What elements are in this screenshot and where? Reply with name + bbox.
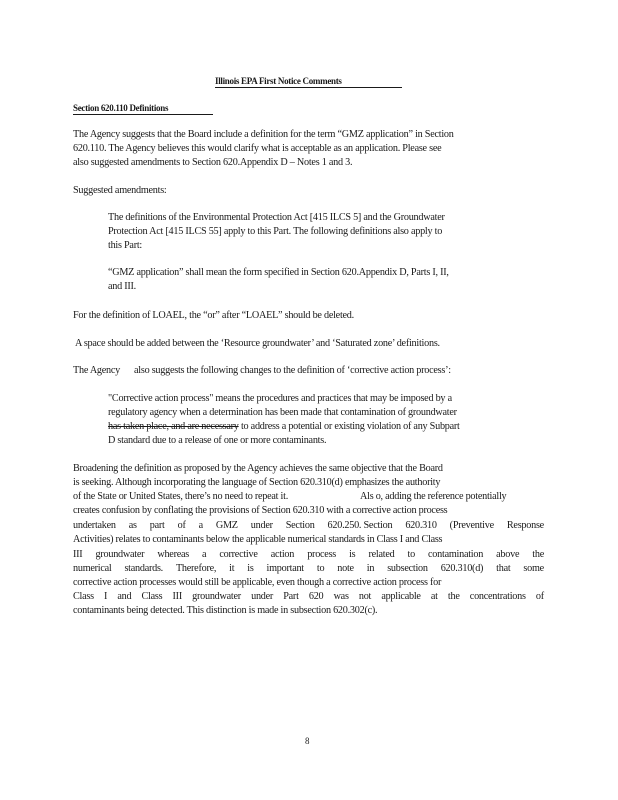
suggested-amendments-label: Suggested amendments: — [73, 185, 167, 196]
quote-line-with-strikethrough — [108, 421, 460, 433]
paragraph-line: 620.110. The Agency believes this would clarify what is acceptable as an application. Please see — [73, 143, 442, 154]
paragraph-line: is seeking. Although incorporating the language of Section 620.310(d) emphasizes the authority — [73, 477, 441, 488]
page-title: Illinois EPA First Notice Comments — [215, 76, 342, 86]
justified-line: undertaken as part of a GMZ under Section 620.250. Section 620.310 (Preventive Response — [73, 520, 544, 531]
page-number: 8 — [305, 736, 310, 746]
title-underline — [215, 87, 402, 88]
justified-line: III groundwater whereas a corrective action process is related to contamination above the — [73, 549, 544, 560]
paragraph-line: Broadening the definition as proposed by the Agency achieves the same objective that the Board — [73, 463, 443, 474]
quote-line: The definitions of the Environmental Protection Act [415 ILCS 5] and the Groundwater — [108, 212, 445, 223]
paragraph-line: also suggested amendments to Section 620.Appendix D – Notes 1 and 3. — [73, 157, 353, 168]
agency-intro-part2: also suggests the following changes to the definition of ‘corrective action process’: — [134, 365, 451, 376]
paragraph-line: contaminants being detected. This distinction is made in subsection 620.302(c). — [73, 605, 378, 616]
paragraph-line: of the State or United States, there’s no need to repeat it. — [73, 491, 288, 502]
paragraph-line: creates confusion by conflating the provisions of Section 620.310 with a corrective action process — [73, 505, 448, 516]
quote-line: this Part: — [108, 240, 143, 251]
quote-line: “GMZ application” shall mean the form specified in Section 620.Appendix D, Parts I, II, — [108, 267, 449, 278]
agency-intro-part1: The Agency — [73, 365, 121, 376]
quote-line: and III. — [108, 281, 136, 292]
struck-text: has taken place, and are necessary — [108, 421, 239, 432]
paragraph-line: corrective action processes would still be applicable, even though a corrective action process for — [73, 577, 442, 588]
paragraph-line: The Agency suggests that the Board include a definition for the term “GMZ application” in Section — [73, 129, 454, 140]
section-heading: Section 620.110 Definitions — [73, 103, 169, 113]
quote-line: Protection Act [415 ILCS 55] apply to this Part. The following definitions also apply to — [108, 226, 443, 237]
justified-line: numerical standards. Therefore, it is important to note in subsection 620.310(d) that some — [73, 563, 544, 574]
paragraph-line: Als o, adding the reference potentially — [360, 491, 507, 502]
quote-line: "Corrective action process" means the procedures and practices that may be imposed by a — [108, 393, 452, 404]
remaining-text: to address a potential or existing violation of any Subpart — [238, 421, 460, 432]
space-note: A space should be added between the ‘Resource groundwater’ and ‘Saturated zone’ definitions. — [75, 338, 440, 349]
paragraph-line: Activities) relates to contaminants below the applicable numerical standards in Class I and Class — [73, 534, 443, 545]
section-heading-underline — [73, 114, 213, 115]
loael-note: For the definition of LOAEL, the “or” after “LOAEL” should be deleted. — [73, 310, 354, 321]
quote-line: regulatory agency when a determination has been made that contamination of groundwater — [108, 407, 457, 418]
justified-line: Class I and Class III groundwater under Part 620 was not applicable at the concentrations of — [73, 591, 544, 602]
quote-line: D standard due to a release of one or more contaminants. — [108, 435, 327, 446]
